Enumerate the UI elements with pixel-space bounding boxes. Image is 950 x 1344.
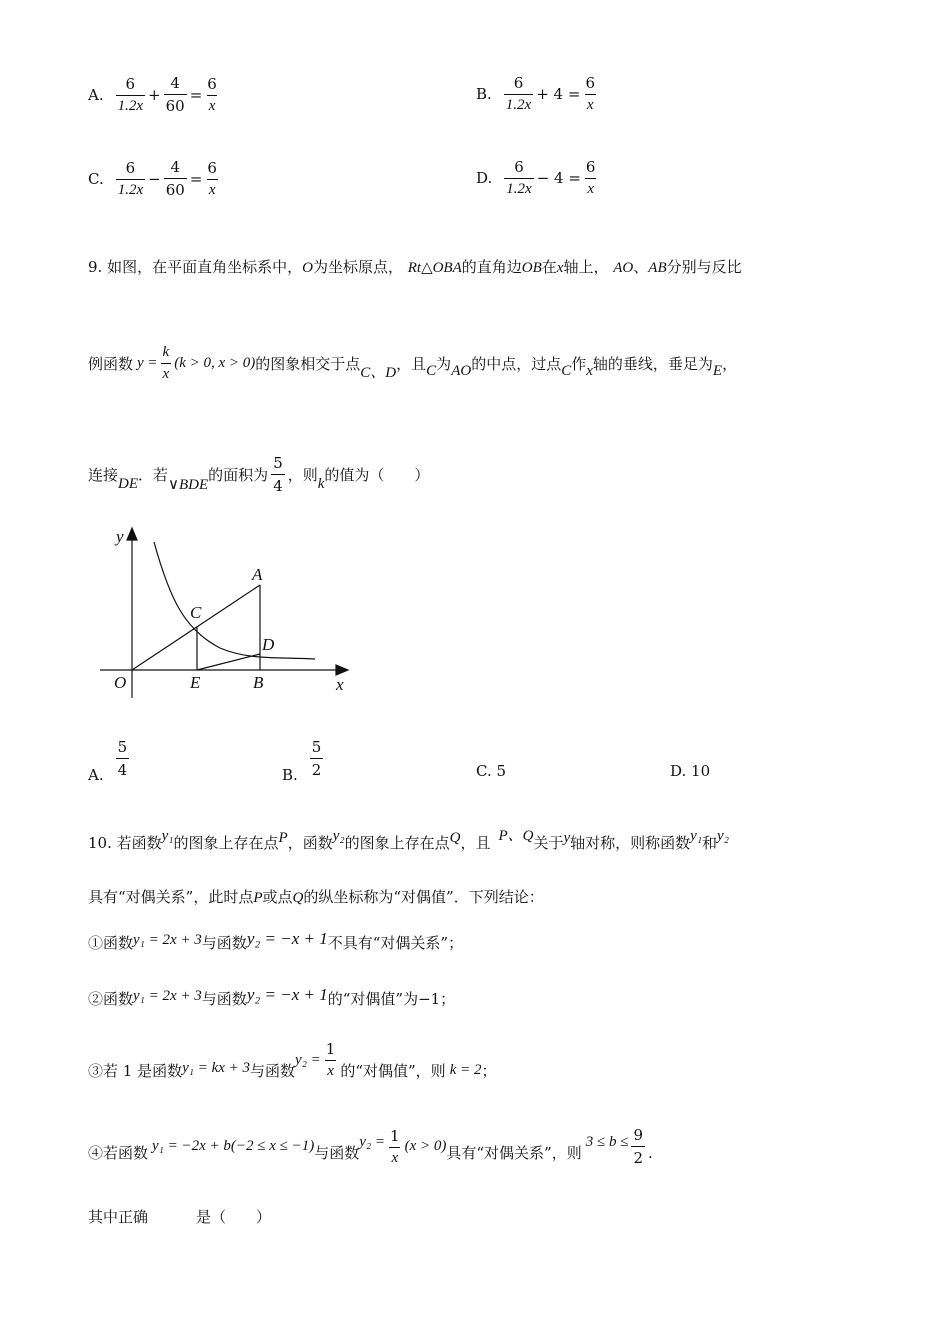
- fraction: $\frac{6}{x}$: [585, 74, 595, 113]
- hyperbola-curve: [154, 542, 315, 659]
- q8-option-c: C. $\frac{6}{1.2x}$ − $\frac{4}{60}$ = $\frac{6}{x}$: [88, 158, 217, 199]
- q8-option-a: A. $\frac{6}{1.2x}$ + $\frac{4}{60}$ = $\frac{6}{x}$: [88, 74, 217, 115]
- label-x: x: [336, 675, 344, 694]
- label-E: E: [190, 673, 201, 692]
- segment-OA: [132, 585, 260, 670]
- fraction: $\frac{6}{x}$: [585, 158, 596, 197]
- y-axis-arrow: [127, 528, 137, 540]
- q9-line-1: 9. 如图，在平面直角坐标系中，O为坐标原点， Rt△OBA的直角边OB在x轴上， AO、AB分别与反比: [88, 258, 742, 276]
- q9-option-b: B. $\frac{5}{2}$: [282, 738, 322, 784]
- label-y: y: [116, 527, 124, 546]
- fraction: $\frac{4}{60}$: [165, 158, 185, 199]
- label-O: O: [114, 673, 127, 692]
- q9-line-2: 例函数 y = $\frac{k}{x}$ (k > 0, x > 0) 的图象相交于点 C、D ，且 C 为 AO 的中点，过点 C 作 x 轴的垂线，垂足为 E ，: [88, 344, 738, 382]
- q10-closing: 其中正确 是（ ）: [88, 1208, 272, 1226]
- fraction: $\frac{5}{4}$: [273, 454, 283, 495]
- option-label: A.: [88, 85, 104, 104]
- q9-option-a: A. $\frac{5}{4}$: [88, 738, 128, 784]
- q10-line-2: 具有“对偶关系”，此时点P或点Q的纵坐标称为“对偶值”．下列结论：: [88, 888, 544, 906]
- fraction: $\frac{6}{x}$: [207, 74, 217, 114]
- q10-statement-1: ①函数y₁ = 2x + 3与函数y₂ = −x + 1不具有“对偶关系”；: [88, 929, 464, 952]
- fraction: $\frac{1}{x}$: [325, 1040, 336, 1079]
- q10-statement-2: ②函数y₁ = 2x + 3与函数y₂ = −x + 1的“对偶值”为−1；: [88, 985, 456, 1008]
- label-B: B: [253, 673, 264, 692]
- fraction: $\frac{6}{x}$: [207, 158, 217, 198]
- q8-option-d: D. $\frac{6}{1.2x}$ − 4 = $\frac{6}{x}$: [476, 158, 596, 197]
- q9-option-d: D. 10: [670, 762, 711, 780]
- fraction: $\frac{9}{2}$: [633, 1126, 643, 1167]
- q10-line-1: 10. 若函数y₁的图象上存在点P，函数y₂的图象上存在点Q，且 P、Q关于y轴对称，则称函数y₁和y₂: [88, 828, 729, 852]
- fraction: $\frac{1}{x}$: [390, 1126, 400, 1166]
- label-D: D: [262, 635, 275, 654]
- x-axis-arrow: [336, 665, 348, 675]
- fraction: $\frac{6}{1.2x}$: [505, 74, 532, 113]
- q9-figure: [90, 520, 360, 700]
- q9-line-3: 连接 DE ．若 ∨BDE 的面积为 $\frac{5}{4}$ ，则 k 的值为（ ）: [88, 454, 430, 495]
- fraction: $\frac{6}{1.2x}$: [506, 158, 532, 197]
- q10-statement-4: ④若函数 y₁ = −2x + b(−2 ≤ x ≤ −1) 与函数 y₂ = $\frac{1}{x}$ (x > 0) 具有“对偶关系”，则 3 ≤ b ≤ $\frac{9}{2}$ .: [88, 1126, 653, 1167]
- fraction: $\frac{6}{1.2x}$: [117, 158, 144, 198]
- fraction: $\frac{6}{1.2x}$: [117, 74, 144, 114]
- option-label: B.: [476, 85, 492, 103]
- option-label: C.: [88, 169, 104, 188]
- option-label: D.: [476, 169, 493, 187]
- q10-statement-3: ③若 1 是函数 y₁ = kx + 3 与函数 y₂ = $\frac{1}{x}$ 的“对偶值”，则 k = 2 ；: [88, 1040, 497, 1080]
- fraction: $\frac{4}{60}$: [165, 74, 185, 115]
- fraction: $\frac{5}{4}$: [117, 738, 128, 779]
- fraction: $\frac{5}{2}$: [311, 738, 322, 779]
- fraction: $\frac{k}{x}$: [162, 344, 170, 382]
- label-C: C: [190, 603, 202, 622]
- q8-option-b: B. $\frac{6}{1.2x}$ + 4 = $\frac{6}{x}$: [476, 74, 595, 113]
- segment-ED: [197, 654, 260, 670]
- label-A: A: [252, 565, 263, 584]
- q9-option-c: C. 5: [476, 762, 507, 780]
